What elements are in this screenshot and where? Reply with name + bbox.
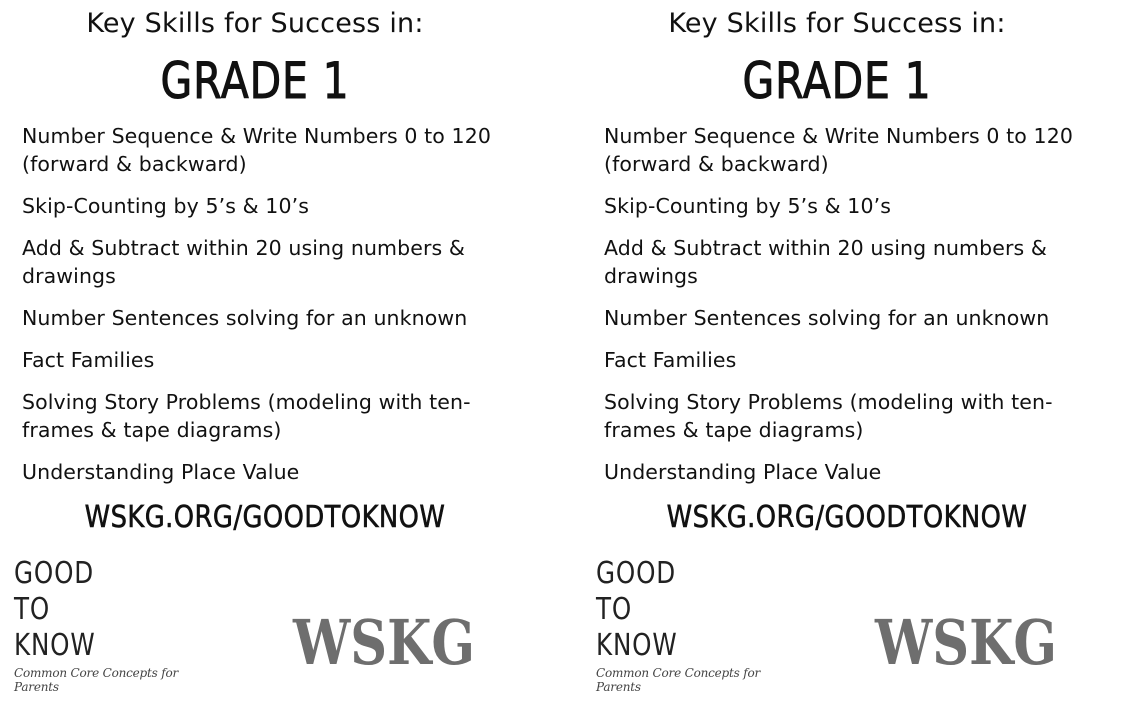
skills-card-left (0, 0, 551, 726)
skill-item: Solving Story Problems (modeling with ten-frames & tape diagrams) (604, 390, 1053, 442)
card-heading: Key Skills for Success in: (668, 8, 1006, 39)
website-url: WSKG.ORG/GOODTOKNOW (666, 500, 1028, 535)
logo-tagline: Common Core Concepts for Parents (596, 666, 761, 694)
skill-item: Solving Story Problems (modeling with ten-frames & tape diagrams) (22, 390, 471, 442)
wskg-logo (292, 606, 477, 679)
skill-item: Fact Families (604, 348, 737, 372)
grade-title: GRADE 1 (742, 52, 932, 110)
wskg-logo-text: WSKG (874, 606, 1057, 679)
skill-item: Skip-Counting by 5’s & 10’s (22, 194, 309, 218)
skill-item: Add & Subtract within 20 using numbers & drawings (604, 236, 1047, 288)
skill-item: Understanding Place Value (604, 460, 882, 484)
website-url: WSKG.ORG/GOODTOKNOW (84, 500, 446, 535)
skill-item: Fact Families (22, 348, 155, 372)
card-heading: Key Skills for Success in: (86, 8, 424, 39)
wskg-logo (874, 606, 1059, 679)
grade-title: GRADE 1 (160, 52, 350, 110)
logo-line: GOOD (596, 556, 677, 591)
skill-item: Add & Subtract within 20 using numbers & drawings (22, 236, 465, 288)
good-to-know-logo (596, 556, 786, 694)
logo-line: TO (14, 592, 51, 627)
good-to-know-logo (14, 556, 204, 694)
skills-list (22, 122, 522, 500)
skills-list (604, 122, 1104, 500)
logo-line: GOOD (14, 556, 95, 591)
logo-tagline: Common Core Concepts for Parents (14, 666, 179, 694)
skills-card-right (582, 0, 1133, 726)
logo-line: KNOW (596, 628, 678, 663)
wskg-logo-text: WSKG (292, 606, 475, 679)
skill-item: Skip-Counting by 5’s & 10’s (604, 194, 891, 218)
logo-line: TO (596, 592, 633, 627)
skill-item: Number Sentences solving for an unknown (22, 306, 468, 330)
skill-item: Number Sequence & Write Numbers 0 to 120 (forward & backward) (604, 124, 1073, 176)
skill-item: Understanding Place Value (22, 460, 300, 484)
skill-item: Number Sequence & Write Numbers 0 to 120 (forward & backward) (22, 124, 491, 176)
skill-item: Number Sentences solving for an unknown (604, 306, 1050, 330)
logo-line: KNOW (14, 628, 96, 663)
